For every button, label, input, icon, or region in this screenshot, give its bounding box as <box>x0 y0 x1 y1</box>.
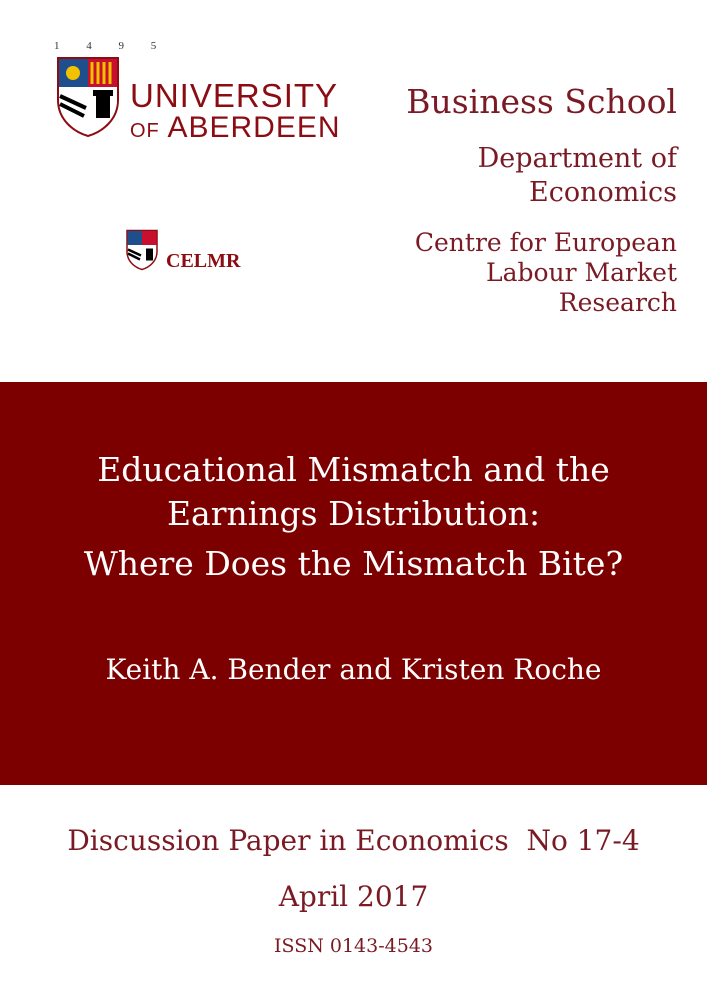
centre-line3: Research <box>558 288 677 317</box>
title-banner <box>0 382 707 785</box>
department <box>406 142 677 210</box>
department-line1: Department of <box>477 143 677 174</box>
celmr-logo <box>126 225 266 285</box>
centre-line1: Centre for European <box>414 228 677 257</box>
paper-title <box>0 448 707 536</box>
celmr-label: CELMR <box>166 250 241 272</box>
university-name-of: OF <box>130 120 160 142</box>
university-name <box>130 77 341 147</box>
centre-line2: Labour Market <box>485 258 677 287</box>
paper-subtitle: Where Does the Mismatch Bite? <box>83 544 624 583</box>
university-name-line1: UNIVERSITY <box>130 77 339 114</box>
university-name-line2: ABERDEEN <box>167 111 341 144</box>
business-school: Business School <box>406 82 677 121</box>
discussion-paper-number: Discussion Paper in Economics No 17-4 <box>67 824 640 857</box>
celmr-crest-icon <box>126 229 158 271</box>
issn: ISSN 0143-4543 <box>274 935 433 957</box>
department-line2: Economics <box>529 177 677 208</box>
research-centre <box>406 228 677 318</box>
founded-year: 1 4 9 5 <box>54 40 169 52</box>
publication-date: April 2017 <box>278 880 429 913</box>
authors: Keith A. Bender and Kristen Roche <box>105 653 602 686</box>
university-logo <box>48 40 348 150</box>
header-affiliations <box>406 80 677 318</box>
university-crest-icon <box>56 56 120 138</box>
title-line2: Earnings Distribution: <box>166 494 541 533</box>
title-line1: Educational Mismatch and the <box>97 450 610 489</box>
